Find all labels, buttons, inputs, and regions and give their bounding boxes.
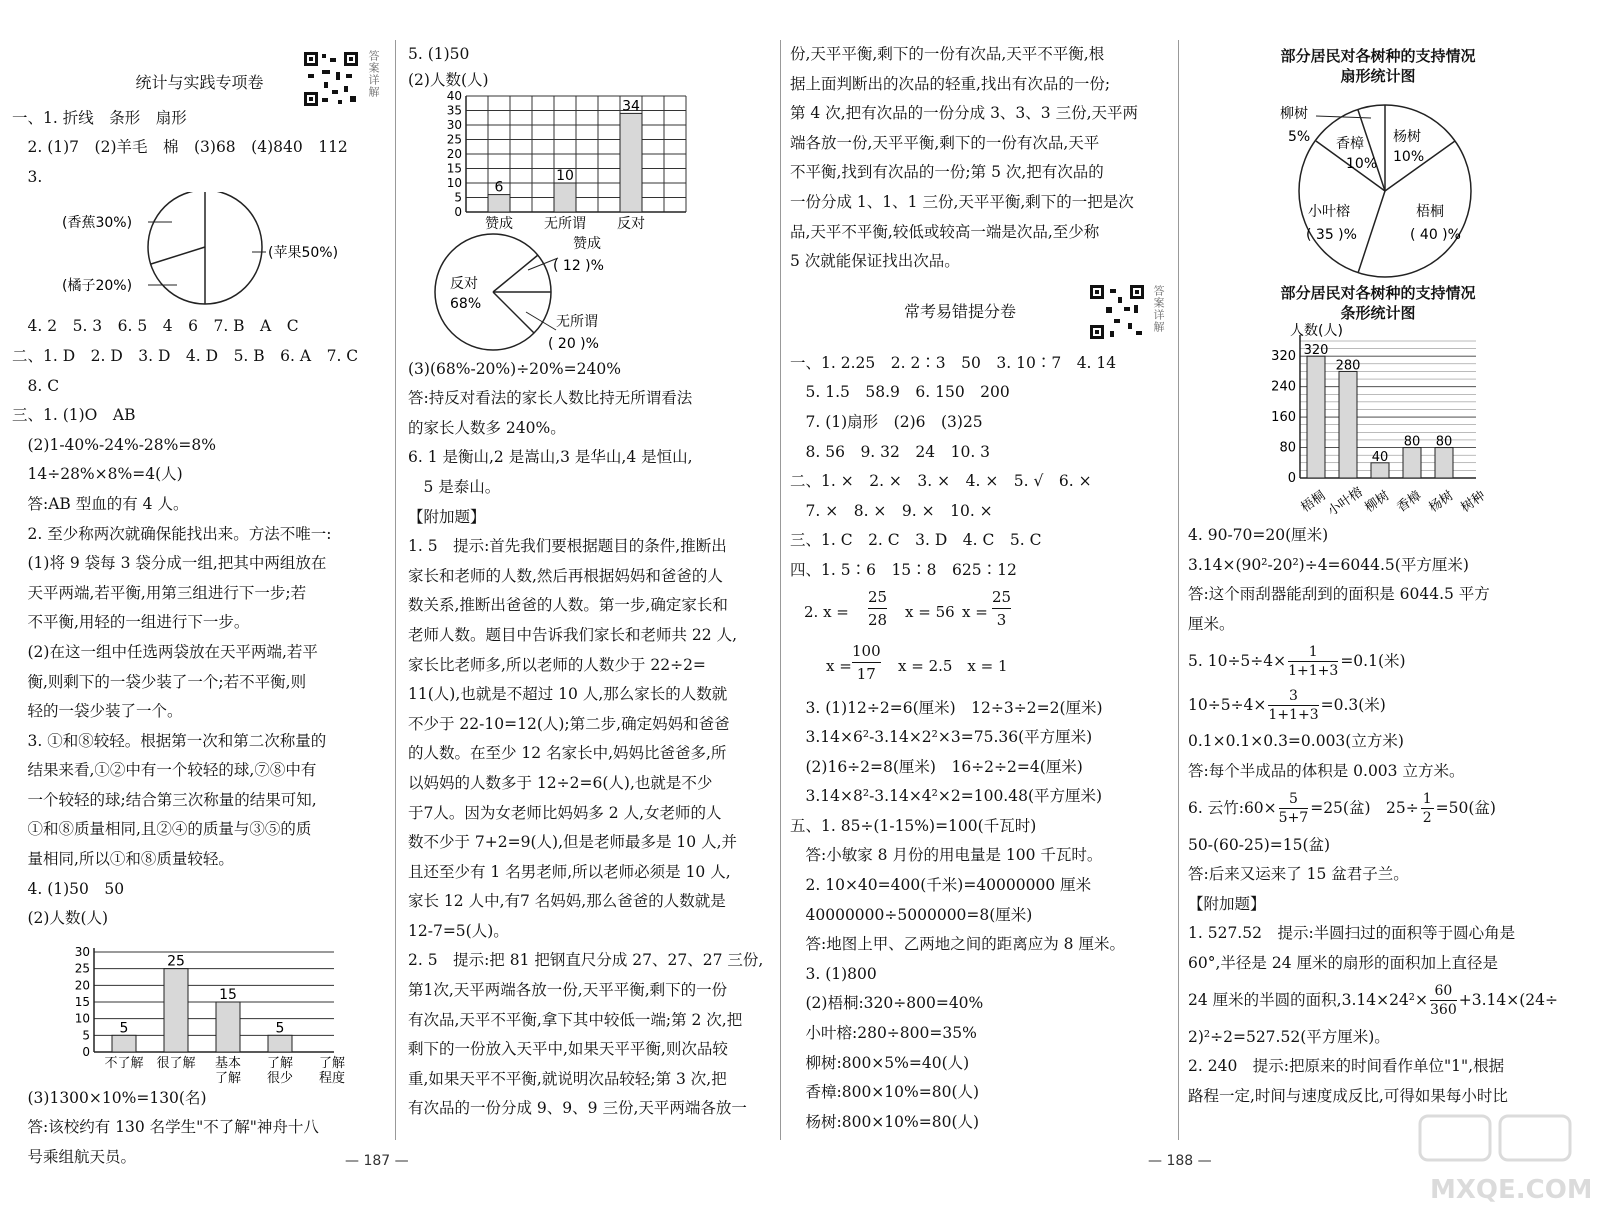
col3c-line-2: (2)16÷2=8(厘米) 16÷2÷2=4(厘米): [790, 757, 1083, 776]
col4c-line-4: 60°,半径是 24 厘米的扇形的面积加上直径是: [1188, 953, 1498, 972]
col2a-line-23: 剩下的一份放入天平中,如果天平平衡,则次品较: [408, 1040, 728, 1059]
col1b-line-1: 二、1. D 2. D 3. D 4. D 5. B 6. A 7. C: [12, 346, 359, 365]
pie-label-no: 反对: [450, 275, 478, 292]
x-tick-3-0: 了解: [266, 1055, 294, 1071]
col1b-line-6: 答:AB 型血的有 4 人。: [12, 494, 189, 513]
pie-label-neutral-pct: ( 20 )%: [548, 335, 599, 352]
col2a-line-7: 家长和老师的人数,然后再根据妈妈和爸爸的人: [408, 566, 723, 585]
col4a-line-2: 答:这个雨刮器能刮到的面积是 6044.5 平方: [1188, 585, 1490, 604]
bar-label-1: 10: [556, 167, 574, 184]
y-tick-1: 5: [82, 1028, 90, 1043]
f6-frac: [1279, 790, 1309, 827]
eq-c-label: x =: [962, 602, 988, 621]
formula-7: [1188, 979, 1568, 1023]
col1b-line-8: (1)将 9 袋每 3 袋分成一组,把其中两组放在: [12, 554, 327, 573]
eq-e: x = 2.5 x = 1: [898, 656, 1008, 675]
equations-row-1: [790, 586, 1175, 640]
fruit-pie-chart: [12, 192, 387, 312]
f7-frac-den: 360: [1430, 1002, 1457, 1019]
f6-mid: =25(盆) 25÷: [1310, 798, 1419, 817]
col3b-line-0: 一、1. 2.25 2. 2∶3 50 3. 10∶7 4. 14: [790, 353, 1117, 372]
col3c-line-6: 2. 10×40=400(千米)=40000000 厘米: [790, 876, 1092, 895]
f7-frac-num: 60: [1430, 982, 1457, 1001]
col1b-line-16: 一个较轻的球;结合第三次称量的结果可知,: [12, 790, 317, 809]
qr-code-2: [1088, 283, 1146, 341]
col2a-line-3: 6. 1 是衡山,2 是嵩山,3 是华山,4 是恒山,: [408, 448, 693, 467]
formula-5b: [1188, 683, 1568, 727]
bar-label-0: 5: [119, 1020, 129, 1037]
col3-block-a: [790, 40, 1175, 277]
y-tick-6: 30: [74, 944, 90, 959]
col3b-line-1: 5. 1.5 58.9 6. 150 200: [790, 383, 1010, 402]
col1a-line-2: 3.: [12, 167, 43, 186]
x-tick-4-1: 程度: [318, 1070, 346, 1084]
column-divider-1: [395, 40, 396, 1140]
col2a-line-9: 老师人数。题目中告诉我们家长和老师共 22 人,: [408, 625, 738, 644]
y-tick-0: 0: [1287, 471, 1296, 486]
col1b-line-19: 4. (1)50 50: [12, 879, 125, 898]
col4b-line-1: 答:每个半成品的体积是 0.003 立方米。: [1188, 761, 1465, 780]
col2a-line-22: 有次品,天平不平衡,拿下其中较低一端;第 2 次,把: [408, 1010, 743, 1029]
y-tick-4: 320: [1271, 349, 1296, 365]
bar-label-0: 6: [494, 179, 504, 196]
bar-label-1: 280: [1335, 358, 1361, 374]
column-3: [790, 40, 1175, 1137]
tree-bar-svg: [1188, 323, 1568, 521]
eq-d-label: x =: [826, 656, 852, 675]
col1-block-c: [12, 1084, 387, 1173]
attitude-bar-svg: [408, 90, 778, 230]
col2a-line-21: 第1次,天平两端各放一份,天平平衡,剩下的一份: [408, 981, 728, 1000]
x-tick-2: 柳树: [1362, 488, 1393, 516]
column-divider-3: [1178, 40, 1179, 1140]
f6-pre: 6. 云竹:60×: [1188, 798, 1277, 817]
col1b-line-5: 14÷28%×8%=4(人): [12, 465, 183, 484]
col2a-line-8: 数关系,推断出爸爸的人数。第一步,确定家长和: [408, 596, 728, 615]
f7-post: +3.14×(24÷: [1458, 990, 1558, 1009]
col4a-line-0: 4. 90-70=20(厘米): [1188, 526, 1329, 544]
col4a-line-1: 3.14×(90²-20²)÷4=6044.5(平方厘米): [1188, 555, 1469, 574]
col3c-line-0: 3. (1)12÷2=6(厘米) 12÷3÷2=2(厘米): [790, 698, 1103, 717]
col2a-line-11: 11(人),也就是不超过 10 人,那么家长的人数就: [408, 685, 728, 704]
f6-post: =50(盆): [1435, 798, 1496, 817]
col3c-line-4: 五、1. 85÷(1-15%)=100(千瓦时): [790, 816, 1037, 835]
col3a-line-5: 一份分成 1、1、1 三份,天平平衡,剩下的一把是次: [790, 192, 1134, 211]
col3a-line-7: 5 次就能保证找出次品。: [790, 252, 960, 271]
col3c-line-13: 香樟:800×10%=80(人): [790, 1083, 980, 1102]
eq-d-num: 100: [852, 640, 881, 663]
f6-frac2-den: 2: [1422, 810, 1432, 827]
column-1: [12, 40, 387, 1173]
col3a-line-6: 品,天平不平衡,较低或较高一端是次品,至少称: [790, 222, 1100, 241]
pie-label-yes: 赞成: [573, 235, 601, 252]
f5b-post: =0.3(米): [1320, 695, 1386, 714]
tree-pie-title-line1: 部分居民对各树种的支持情况: [1280, 47, 1476, 65]
y-tick-4: 20: [74, 978, 90, 993]
col3a-line-1: 据上面判断出的次品的轻重,找出有次品的一份;: [790, 74, 1111, 93]
equations-row-2: [790, 640, 1175, 694]
col1-block-b: [12, 312, 387, 933]
f5b-pre: 10÷5÷4×: [1188, 695, 1267, 714]
tree-bar-chart: [1188, 323, 1568, 521]
attitude-pie-divider-3: [493, 292, 534, 333]
bar-1: [554, 183, 576, 212]
col1c-line-1: 答:该校约有 130 名学生"不了解"神舟十八: [12, 1118, 319, 1137]
x-tick-5: 树种: [1458, 488, 1489, 516]
col4-block-d: [1188, 1023, 1568, 1112]
bar-label-0: 320: [1303, 343, 1329, 359]
bar-3: [268, 1035, 292, 1052]
col3c-line-11: 小叶榕:280÷800=35%: [790, 1024, 977, 1043]
tree-bar-title: [1188, 283, 1568, 323]
col3c-line-5: 答:小敏家 8 月份的用电量是 100 千瓦时。: [790, 846, 1103, 865]
col2a-line-4: 5 是泰山。: [408, 477, 501, 496]
col1c-line-0: (3)1300×10%=130(名): [12, 1088, 207, 1107]
x-tick-2-1: 了解: [214, 1070, 242, 1084]
col4c-line-3: 1. 527.52 提示:半圆扫过的面积等于圆心角是: [1188, 924, 1516, 943]
pie-leader-neutral: [526, 312, 556, 330]
col1b-line-20: (2)人数(人): [12, 909, 109, 928]
eq-a-label: 2. x =: [804, 602, 849, 621]
col1b-line-14: 3. ①和⑧较轻。根据第一次和第二次称量的: [12, 731, 327, 750]
column-4: [1188, 40, 1568, 1111]
col3c-line-3: 3.14×8²-3.14×4²×2=100.48(平方厘米): [790, 787, 1103, 806]
col4c-line-1: 答:后来又运来了 15 盆君子兰。: [1188, 865, 1409, 884]
x-tick-0: 赞成: [485, 215, 513, 230]
col1b-line-9: 天平两端,若平衡,用第三组进行下一步;若: [12, 583, 307, 602]
col1-block-a: [12, 104, 387, 193]
x-tick-1-0: 很了解: [156, 1055, 196, 1071]
col3b-line-6: 三、1. C 2. C 3. D 4. C 5. C: [790, 531, 1042, 550]
col2a-line-14: 以妈妈的人数多于 12÷2=6(人),也就是不少: [408, 773, 713, 792]
attitude-bar-chart: [408, 90, 778, 230]
y-tick-0: 0: [454, 204, 462, 219]
f5b-frac-den: 1+1+3: [1268, 706, 1319, 723]
tree-pie-label-wutong: 梧桐: [1416, 204, 1444, 220]
tree-pie-label-wutong-pct: ( 40 )%: [1410, 227, 1461, 243]
y-tick-3: 15: [74, 994, 90, 1009]
y-tick-3: 240: [1271, 379, 1296, 395]
section-title-1: 统计与实践专项卷: [135, 73, 264, 92]
col2a-line-5: 【附加题】: [408, 507, 486, 526]
bar-label-3: 5: [275, 1020, 285, 1037]
col3c-line-14: 杨树:800×10%=80(人): [790, 1112, 980, 1131]
eq-a-num: 25: [868, 586, 887, 609]
bar-4: [1435, 448, 1453, 478]
f5a-pre: 5. 10÷5÷4×: [1188, 651, 1287, 670]
pie-label-apple: (苹果50%): [268, 245, 339, 262]
col4d-line-1: 2. 240 提示:把原来的时间看作单位"1",根据: [1188, 1057, 1505, 1076]
pie-label-banana: (香蕉30%): [62, 215, 133, 232]
bar-2: [1371, 463, 1389, 478]
x-tick-4: 杨树: [1426, 488, 1457, 516]
col3b-line-2: 7. (1)扇形 (2)6 (3)25: [790, 412, 983, 431]
col3c-line-7: 40000000÷5000000=8(厘米): [790, 905, 1033, 924]
y-axis-title: 人数(人): [1290, 323, 1343, 339]
col2a-line-0: (3)(68%-20%)÷20%=240%: [408, 359, 621, 378]
qr-label-2: 答案详解: [1152, 285, 1165, 333]
col3b-line-3: 8. 56 9. 32 24 10. 3: [790, 442, 991, 461]
f7-pre: 24 厘米的半圆的面积,3.14×24²×: [1188, 990, 1429, 1009]
column-divider-2: [780, 40, 781, 1140]
col1b-line-4: (2)1-40%-24%-28%=8%: [12, 435, 216, 454]
pie-label-no-pct: 68%: [450, 295, 482, 312]
q5-head-2: (2)人数(人): [408, 70, 489, 89]
page-number-187: — 187 —: [345, 1153, 409, 1169]
col1b-line-3: 三、1. (1)O AB: [12, 406, 136, 425]
col1b-line-13: 轻的一袋少装了一个。: [12, 702, 183, 721]
tree-bar-title-line1: 部分居民对各树种的支持情况: [1280, 284, 1476, 302]
col4d-line-0: 2)²÷2=527.52(平方厘米)。: [1188, 1027, 1390, 1046]
col1b-line-12: 衡,则剩下的一袋少装了一个;若不平衡,则: [12, 672, 307, 691]
eq-a-den: 28: [868, 610, 888, 629]
col1b-line-15: 结果来看,①②中有一个较轻的球,⑦⑧中有: [12, 761, 317, 780]
y-tick-1: 5: [454, 190, 462, 205]
f5a-post: =0.1(米): [1340, 651, 1406, 670]
tree-bar-title-line2: 条形统计图: [1340, 304, 1416, 322]
col2a-line-12: 不少于 22-10=12(人);第二步,确定妈妈和爸爸: [408, 714, 730, 733]
tree-pie-label-camphor-pct: 10%: [1346, 156, 1378, 172]
f5a-frac-den: 1+1+3: [1288, 662, 1339, 679]
x-tick-1: 无所谓: [544, 215, 586, 230]
formula-5a: [1188, 639, 1568, 683]
awareness-bar-svg: [12, 934, 387, 1084]
f5b-frac: [1268, 687, 1318, 724]
tree-pie-divider-5: [1358, 191, 1385, 273]
y-tick-1: 80: [1279, 440, 1296, 456]
col3-block-b: [790, 349, 1175, 586]
col4-block-a: [1188, 521, 1568, 639]
col4-block-b: [1188, 727, 1568, 786]
awareness-bar-chart: [12, 934, 387, 1084]
watermark-logo: [1410, 1110, 1590, 1210]
y-tick-7: 35: [446, 103, 462, 118]
attitude-pie-divider-1: [493, 255, 538, 292]
f5a-frac-num: 1: [1288, 643, 1338, 662]
bar-label-2: 15: [219, 986, 237, 1003]
x-tick-2-0: 基本: [214, 1055, 242, 1071]
y-tick-2: 160: [1271, 410, 1296, 426]
col3a-line-3: 端各放一份,天平平衡,剩下的一份有次品,天平: [790, 133, 1100, 152]
col3a-line-0: 份,天平平衡,剩下的一份有次品,天平不平衡,根: [790, 45, 1105, 63]
bar-label-2: 34: [622, 97, 640, 114]
bar-label-1: 25: [167, 953, 185, 970]
col4c-line-2: 【附加题】: [1188, 894, 1266, 913]
col2a-line-18: 家长 12 人中,有7 名妈妈,那么爸爸的人数就是: [408, 892, 726, 911]
col3-block-c: [790, 694, 1175, 1138]
bar-0: [1307, 356, 1325, 478]
col2-block-a: [408, 355, 778, 1124]
y-tick-3: 15: [446, 161, 462, 176]
y-tick-5: 25: [446, 132, 462, 147]
col3a-line-4: 不平衡,找到有次品的一份;第 5 次,把有次品的: [790, 163, 1104, 182]
col2a-line-6: 1. 5 提示:首先我们要根据题目的条件,推断出: [408, 537, 727, 556]
col3c-line-10: (2)梧桐:320÷800=40%: [790, 994, 984, 1013]
tree-pie-label-camphor: 香樟: [1336, 136, 1364, 152]
tree-pie-label-ficus-pct: ( 35 )%: [1306, 227, 1357, 243]
col2a-line-20: 2. 5 提示:把 81 把钢直尺分成 27、27、27 三份,: [408, 951, 764, 970]
x-tick-0-0: 不了解: [104, 1055, 144, 1071]
y-tick-2: 10: [74, 1011, 90, 1026]
col4d-line-2: 路程一定,时间与速度成反比,可得如果每小时比: [1188, 1086, 1508, 1105]
pie-divider-left: [151, 247, 205, 264]
col3c-line-8: 答:地图上甲、乙两地之间的距离应为 8 厘米。: [790, 935, 1125, 954]
col2a-line-15: 于7人。因为女老师比妈妈多 2 人,女老师的人: [408, 803, 722, 822]
x-tick-3-1: 很少: [266, 1070, 294, 1084]
f6-frac2: [1421, 790, 1434, 827]
column-2: [408, 40, 778, 1124]
bar-3: [1403, 448, 1421, 478]
eq-c-den: 3: [996, 610, 1007, 629]
col2a-line-19: 12-7=5(人)。: [408, 921, 509, 940]
pie-label-neutral: 无所谓: [556, 313, 598, 330]
y-tick-0: 0: [82, 1044, 90, 1059]
bar-1: [164, 969, 188, 1052]
col3c-line-1: 3.14×6²-3.14×2²×3=75.36(平方厘米): [790, 728, 1093, 747]
eq-b: x = 56: [905, 602, 955, 621]
bar-0: [112, 1035, 136, 1052]
col1b-line-2: 8. C: [12, 376, 60, 395]
tree-pie-label-ficus: 小叶榕: [1308, 204, 1350, 220]
col1b-line-10: 不平衡,用轻的一组进行下一步。: [12, 613, 250, 632]
tree-pie-title-line2: 扇形统计图: [1340, 67, 1416, 85]
col3a-line-2: 第 4 次,把有次品的一份分成 3、3、3 三份,天平两: [790, 104, 1139, 123]
col1b-line-0: 4. 2 5. 3 6. 5 4 6 7. B A C: [12, 317, 299, 336]
y-tick-8: 40: [446, 89, 462, 103]
col1b-line-17: ①和⑧质量相同,且②④的质量与③⑤的质: [12, 820, 312, 839]
x-tick-1: 小叶榕: [1325, 484, 1366, 520]
col2a-line-16: 数不少于 7+2=9(人),但是老师最多是 10 人,并: [408, 833, 738, 852]
eq-d-den: 17: [856, 664, 876, 683]
page-number-188: — 188 —: [1148, 1153, 1212, 1169]
tree-pie-chart: [1188, 86, 1568, 281]
attitude-pie-chart: [408, 230, 778, 355]
x-tick-4-0: 了解: [318, 1055, 346, 1071]
y-tick-6: 30: [446, 117, 462, 132]
col2a-line-1: 答:持反对看法的家长人数比持无所谓看法: [408, 389, 693, 408]
col2a-line-10: 家长比老师多,所以老师的人数少于 22÷2=: [408, 655, 706, 674]
col3b-line-7: 四、1. 5∶6 15∶8 625∶12: [790, 560, 1017, 579]
x-tick-2: 反对: [617, 215, 645, 230]
section-title-2: 常考易错提分卷: [903, 301, 1016, 321]
col3b-line-5: 7. × 8. × 9. × 10. ×: [790, 501, 993, 520]
col4c-line-0: 50-(60-25)=15(盆): [1188, 835, 1331, 854]
formula-6: [1188, 787, 1568, 831]
bar-1: [1339, 371, 1357, 478]
q5-head-1: 5. (1)50: [408, 45, 470, 63]
col2a-line-24: 重,如果天平不平衡,就说明次品较轻;第 3 次,把: [408, 1069, 727, 1088]
bar-0: [488, 194, 510, 211]
qr-label-1: 答案详解: [367, 50, 380, 98]
col1a-line-0: 一、1. 折线 条形 扇形: [12, 108, 187, 127]
col1b-line-11: (2)在这一组中任选两袋放在天平两端,若平: [12, 642, 318, 661]
col1b-line-7: 2. 至少称两次就确保能找出来。方法不唯一:: [12, 524, 332, 543]
tree-pie-label-poplar: 杨树: [1393, 129, 1421, 145]
y-tick-2: 10: [446, 175, 462, 190]
col4a-line-3: 厘米。: [1188, 614, 1235, 633]
col4-block-c: [1188, 831, 1568, 979]
bar-label-4: 80: [1435, 434, 1453, 450]
col3c-line-9: 3. (1)800: [790, 964, 877, 983]
tree-pie-label-willow: 柳树: [1280, 106, 1308, 122]
tree-pie-title: [1188, 46, 1568, 86]
f6-frac2-num: 1: [1422, 791, 1432, 808]
tree-pie-label-poplar-pct: 10%: [1393, 149, 1425, 165]
watermark-text: MXQE.COM: [1430, 1175, 1590, 1205]
col4b-line-0: 0.1×0.1×0.3=0.003(立方米): [1188, 732, 1404, 751]
col2a-line-2: 的家长人数多 240%。: [408, 418, 566, 437]
bar-label-2: 40: [1371, 449, 1389, 465]
f6-frac-num: 5: [1279, 790, 1309, 809]
col3b-line-4: 二、1. × 2. × 3. × 4. × 5. √ 6. ×: [790, 472, 1092, 491]
bar-2: [620, 113, 642, 212]
col1b-line-18: 量相同,所以①和⑧质量较轻。: [12, 850, 234, 869]
x-tick-0: 梧桐: [1298, 488, 1329, 516]
col2a-line-25: 有次品的一份分成 9、9、9 三份,天平两端各放一: [408, 1099, 747, 1118]
y-tick-5: 25: [74, 961, 90, 976]
f5a-frac: [1288, 643, 1338, 680]
eq-c-num: 25: [992, 586, 1011, 609]
col2a-line-13: 的人数。在至少 12 名家长中,妈妈比爸爸多,所: [408, 744, 727, 763]
pie-label-orange: (橘子20%): [62, 278, 133, 295]
col1a-line-1: 2. (1)7 (2)羊毛 棉 (3)68 (4)840 112: [12, 138, 348, 157]
pie-label-yes-pct: ( 12 )%: [553, 257, 604, 274]
x-tick-3: 香樟: [1394, 488, 1425, 516]
bar-label-3: 80: [1403, 434, 1421, 450]
f7-frac: [1430, 982, 1457, 1019]
col1c-line-2: 号乘组航天员。: [12, 1148, 137, 1167]
col2a-line-17: 且还至少有 1 名男老师,所以老师必须是 10 人,: [408, 862, 731, 881]
f5b-frac-num: 3: [1268, 687, 1318, 706]
tree-pie-label-willow-pct: 5%: [1288, 129, 1311, 145]
col3c-line-12: 柳树:800×5%=40(人): [790, 1053, 970, 1072]
f6-frac-den: 5+7: [1278, 810, 1309, 827]
bar-2: [216, 1002, 240, 1052]
y-tick-4: 20: [446, 146, 462, 161]
